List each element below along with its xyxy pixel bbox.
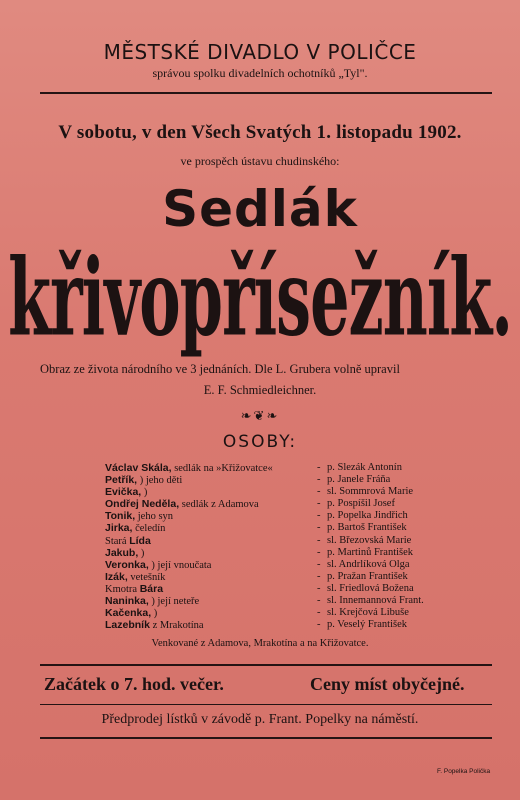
cast-row <box>105 619 445 631</box>
character-name: Lazebník <box>105 619 150 632</box>
character-name: Izák, <box>105 570 128 583</box>
character-name: Kačenka, <box>105 607 152 620</box>
character-name: Naninka, <box>105 595 149 608</box>
actor-name: sl. Andrlíková Olga <box>327 558 410 570</box>
cast-dash: - <box>317 486 321 498</box>
character-name: Jakub, <box>105 546 139 559</box>
character-description: ) <box>138 547 145 559</box>
character-description: Kmotra <box>105 583 140 595</box>
character-description: ) <box>151 608 158 620</box>
character-description: čeledín <box>132 523 166 535</box>
cast-row <box>105 522 445 534</box>
play-title-line2: křivopřísežník. <box>8 236 512 361</box>
actor-name: sl. Krejčová Libuše <box>327 607 409 619</box>
actor-name: p. Martinů František <box>327 546 414 558</box>
cast-row <box>105 462 445 474</box>
cast-dash: - <box>317 546 321 558</box>
cast-dash: - <box>317 619 321 631</box>
cast-dash: - <box>317 510 321 522</box>
character-name: Veronka, <box>105 558 149 571</box>
cast-row <box>105 474 445 486</box>
character-description: ) <box>141 487 148 499</box>
cast-dash: - <box>317 570 321 582</box>
divider-footer-mid <box>40 704 492 705</box>
management-line: správou spolku divadelních ochotníků „Tyl". <box>152 66 368 80</box>
play-adapter: E. F. Schmiedleichner. <box>203 383 317 397</box>
actor-name: p. Slezák Antonín <box>327 462 402 473</box>
character-name: Bára <box>139 582 164 595</box>
cast-dash: - <box>317 607 321 619</box>
cast-row <box>105 559 445 571</box>
character-description: Stará <box>105 535 130 547</box>
character-name: Jirka, <box>105 522 133 535</box>
villagers-line: Venkované z Adamova, Mrakotína a na Křižovatce. <box>151 638 369 649</box>
character-description: z Mrakotína <box>149 620 204 632</box>
actor-name: p. Pospíšil Josef <box>327 498 395 510</box>
character-description: jeho syn <box>135 511 174 523</box>
ticket-prices: Ceny míst obyčejné. <box>310 674 465 694</box>
character-name: Evička, <box>105 486 142 499</box>
actor-name: sl. Friedlová Božena <box>327 582 414 594</box>
character-name: Ondřej Neděla, <box>105 498 180 511</box>
cast-dash: - <box>317 462 321 473</box>
cast-dash: - <box>317 474 321 486</box>
cast-row <box>105 571 445 583</box>
cast-dash: - <box>317 534 321 546</box>
start-time: Začátek o 7. hod. večer. <box>44 674 224 694</box>
character-name: Lída <box>129 534 151 547</box>
cast-row <box>105 498 445 510</box>
cast-role <box>105 619 204 632</box>
character-description: vetešník <box>127 571 166 583</box>
actor-name: sl. Sommrová Marie <box>327 486 414 498</box>
character-name: Tonik, <box>105 510 136 523</box>
character-name: Petřík, <box>105 474 138 487</box>
character-description: ) jeho děti <box>137 475 183 487</box>
play-subtitle: Obraz ze života národního ve 3 jednáních. Dle L. Grubera volně upravil <box>40 362 400 376</box>
actor-name: p. Janele Fráňa <box>327 474 391 486</box>
cast-heading: OSOBY: <box>222 432 298 452</box>
cast-row <box>105 535 445 547</box>
presale-info: Předprodej lístků v závodě p. Frant. Popelky na náměstí. <box>101 712 419 727</box>
cast-row <box>105 547 445 559</box>
cast-dash: - <box>317 522 321 534</box>
character-description: sedlák z Adamova <box>179 499 259 511</box>
cast-row <box>105 583 445 595</box>
benefit-line: ve prospěch ústavu chudinského: <box>180 154 340 168</box>
cast-row <box>105 486 445 498</box>
performance-date: V sobotu, v den Všech Svatých 1. listopadu 1902. <box>58 122 462 143</box>
play-title-line1: Sedlák <box>162 180 358 238</box>
cast-row <box>105 510 445 522</box>
actor-name: sl. Innemannová Frant. <box>327 595 424 607</box>
actor-name: sl. Březovská Marie <box>327 534 412 546</box>
divider-top <box>40 92 492 94</box>
divider-footer-bottom <box>40 737 492 739</box>
cast-dash: - <box>317 498 321 510</box>
ornament-divider: ❧❦❧ <box>240 408 280 423</box>
character-description: ) její vnoučata <box>148 559 212 571</box>
cast-row <box>105 607 445 619</box>
printer-credit: F. Popelka Polička <box>437 768 491 775</box>
actor-name: p. Veselý František <box>327 619 408 631</box>
divider-footer-top <box>40 664 492 666</box>
cast-list <box>105 462 445 631</box>
actor-name: p. Popelka Jindřich <box>327 510 408 522</box>
cast-dash: - <box>317 582 321 594</box>
character-description: ) její neteře <box>148 596 200 608</box>
character-description: sedlák na »Křižovatce« <box>171 463 273 474</box>
theatre-name: MĚSTSKÉ DIVADLO V POLIČCE <box>103 40 417 64</box>
cast-row <box>105 595 445 607</box>
character-name: Václav Skála, <box>105 462 172 474</box>
cast-dash: - <box>317 595 321 607</box>
cast-dash: - <box>317 558 321 570</box>
actor-name: p. Bartoš František <box>327 522 407 534</box>
actor-name: p. Pražan František <box>327 570 408 582</box>
